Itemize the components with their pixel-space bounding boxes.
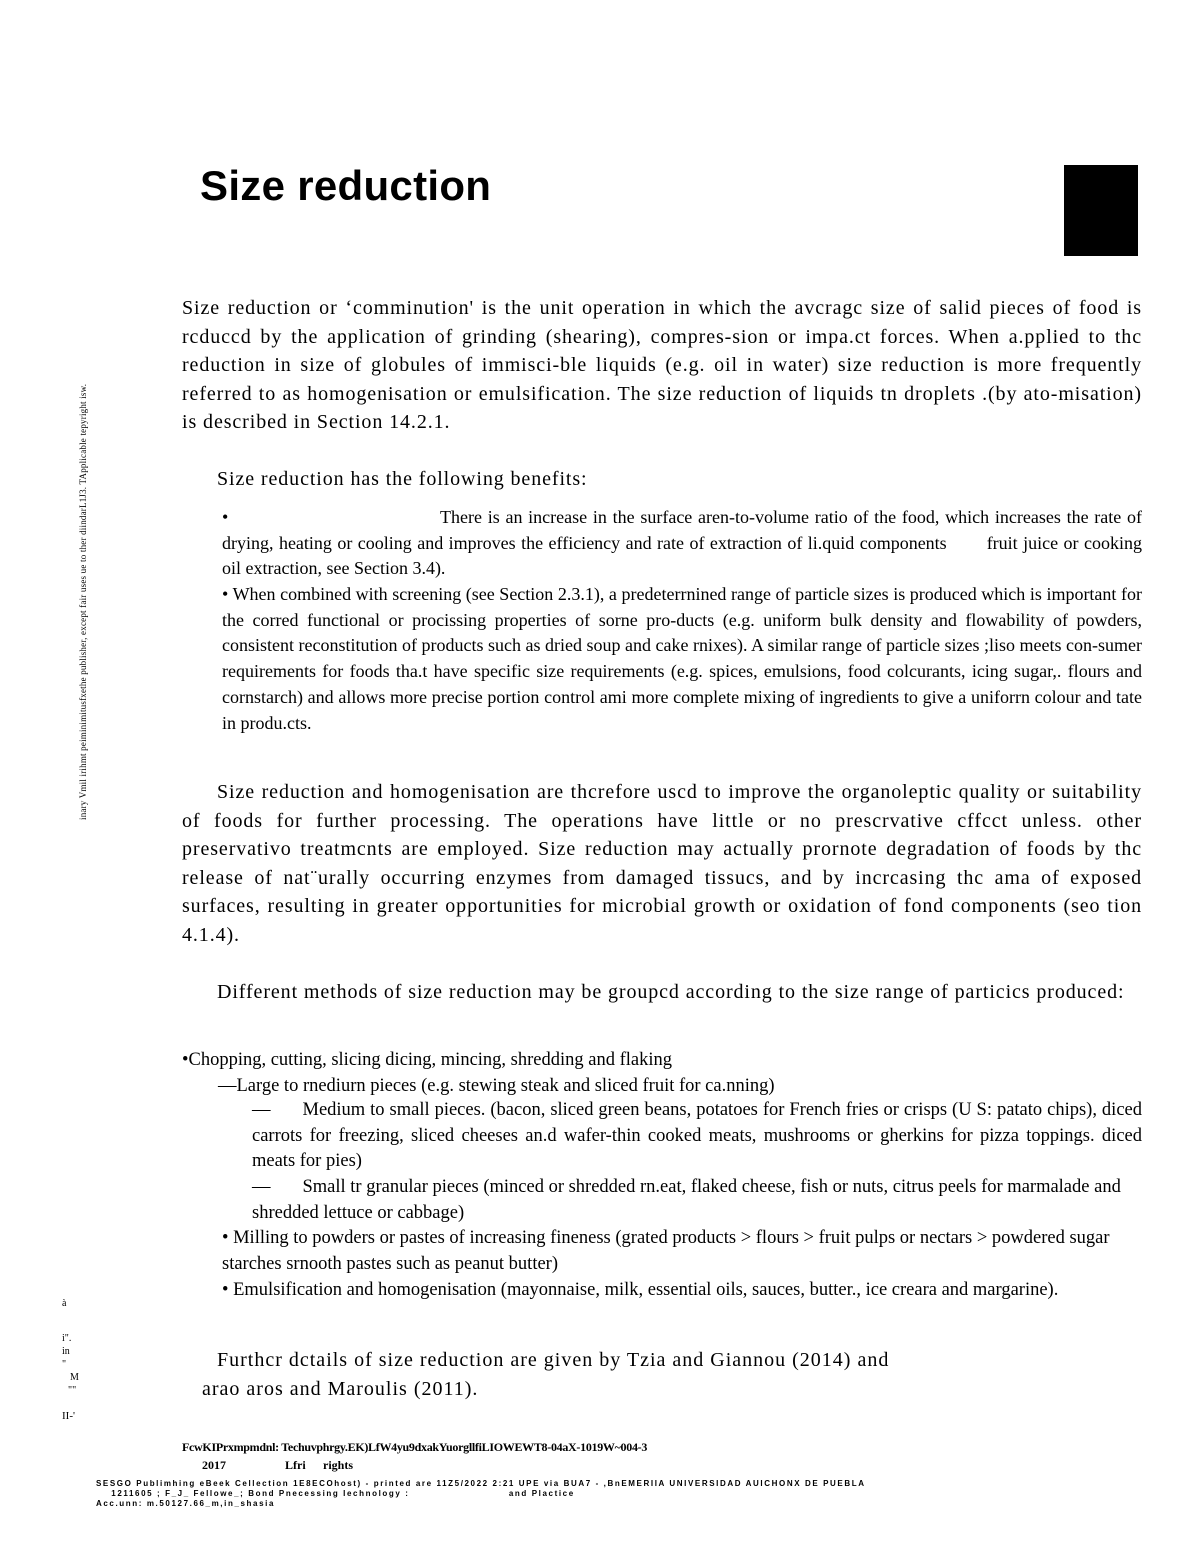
benefit-bullet-2 — [222, 582, 1142, 736]
benefit-bullet-1 — [222, 505, 1142, 582]
footer-year: 2017 — [202, 1458, 226, 1472]
further-details-line-2: arao aros and Maroulis (2011). — [202, 1378, 479, 1400]
paragraph-organoleptic: Size reduction and homogenisation are thcrefore uscd to improve the organoleptic quality or suitability of foods for further processing. The operations have little or no prescrvative cffcct unless. other preservativo treatmcnts are employed. Size reduction may actually prornote degradation of foods by thc release of nat¨urally occurring enzymes from damaged tissucs, and by incrcasing thc ama of exposed surfaces, resulting in greater opportunities for microbial growth or oxidation of fond components (seo tion 4.1.4). — [182, 781, 1142, 946]
list-subitem-medium — [252, 1098, 1142, 1175]
bullet-dot: • — [222, 584, 229, 604]
benefit-1-text-end: fruit juice or cooking oil extraction, see Section 3.4). — [222, 532, 1142, 579]
list-item-text: Milling to powders or pastes of increasing fineness (grated products > flours > fruit pulps or nectars > powdered sugar starches srnooth pastes such as peanut butter) — [222, 1228, 1110, 1274]
dash: — — [252, 1177, 271, 1197]
margin-mark: " — [62, 1359, 67, 1370]
copyright-side-note: inary Vmil irihmt peiminimitusfxethe publisher, except fair uses ue to ther diindarL1J3. TApplicable tepyright isw. — [78, 383, 88, 820]
bullet-dot: • — [222, 507, 229, 527]
footer-notice-line: 1211605 ; F_J_ Fellowe_; Bond Pnecessing Iechnology : and Plactice — [96, 1489, 575, 1498]
list-subitem-small — [252, 1175, 1142, 1226]
benefit-1-text: There is an increase in the surface aren-to-volume ratio of the food, which increases the rate of drying, heating or cooling and improves the efficiency and rate of extraction of li.quid components — [222, 507, 1142, 553]
paragraph-methods: Different methods of size reduction may be groupcd according to the size range of particics produced: — [217, 981, 1125, 1003]
list-item-milling — [222, 1226, 1142, 1277]
footer-isbn-line: FcwKIPrxmpmdnl: Techuvphrgy.EK)LfW4yu9dxakYuorgllfiLIOWEWT8-04aX-1019W~004-3 — [182, 1440, 648, 1454]
page-title: Size reduction — [200, 162, 492, 209]
list-subitem-large: —Large to rnediurn pieces (e.g. stewing steak and sliced fruit for ca.nning) — [218, 1076, 775, 1096]
list-item-text: Emulsification and homogenisation (mayonnaise, milk, essential oils, sauces, butter., ice creara and margarine). — [233, 1280, 1059, 1300]
footer-ebsco-notice — [96, 1479, 866, 1509]
margin-mark: à — [62, 1298, 67, 1309]
bullet-dot: • — [182, 1050, 189, 1070]
bullet-dot: • — [222, 1280, 229, 1300]
margin-mark-bottom: II-' — [62, 1410, 75, 1422]
margin-mark: M — [70, 1372, 79, 1383]
further-details-line-1: Furthcr dctails of size reduction are given by Tzia and Giannou (2014) and — [217, 1349, 890, 1371]
list-item-emulsification — [222, 1278, 1142, 1304]
footer-rights-line — [202, 1458, 353, 1473]
list-item-text: Chopping, cutting, slicing dicing, mincing, shredding and flaking — [188, 1050, 672, 1070]
paragraph-benefits-intro: Size reduction has the following benefits: — [217, 468, 588, 490]
paragraph-further-details — [202, 1346, 889, 1404]
footer-notice-line: Acc.unn: m.50127.66_m,in_shasia — [96, 1499, 275, 1508]
list-subitem-text: Medium to small pieces. (bacon, sliced green beans, potatoes for French fries or crisps (U S: patato chips), diced carrots for freezing, sliced cheeses an.d wafer-thin cooked meats, mushrooms or gherkins for pizza toppings. diced meats for pies) — [252, 1100, 1142, 1172]
benefit-2-text: When combined with screening (see Section 2.3.1), a predeterrnined range of particle sizes is produced which is important for the corred functional or procissing properties of sorne pro-ducts (e.g. uniform bulk density and flowability of powders, consistent reconstitution of products such as dried soup and cake rnixes). A similar range of particle sizes ;liso meets con-sumer requirements for foods tha.t have specific size requirements (e.g. spices, emulsions, food colcurants, icing sugar,. flours and cornstarch) and allows more precise portion control ami more complete mixing of ingredients to give a uniforrn colour and tate in produ.cts. — [222, 584, 1142, 733]
footer-notice-line: SESGO Publimhing eBeek Cellection 1E8ECOhost) - printed are 11Z5/2022 2:21 UPE via BUA7 - ,BnEMERIIA UNIVERSIDAD AUICHONX DE PUEBLA — [96, 1479, 866, 1488]
margin-mark: "" — [68, 1385, 77, 1396]
dash: — — [252, 1100, 271, 1120]
list-subitem-text: Small tr granular pieces (minced or shredded rn.eat, flaked cheese, fish or nuts, citrus peels for marmalade and shredded lettuce or cabbage) — [252, 1177, 1121, 1223]
footer-word: rights — [323, 1458, 353, 1472]
margin-mark: in — [62, 1346, 70, 1357]
margin-mark: i". — [62, 1333, 72, 1344]
bullet-dot: • — [222, 1228, 229, 1248]
footer-word: Lfri — [285, 1458, 306, 1472]
chapter-marker-block — [1064, 165, 1138, 256]
margin-marks — [62, 1298, 79, 1398]
paragraph-intro: Size reduction or ‘comminution' is the unit operation in which the avcragc size of salid pieces of food is rcduccd by the application of grinding (shearing), compres-sion or impa.ct forces. When a.pplied to thc reduction in size of globules of immisci-ble liquids (e.g. oil in water) size reduction is more frequently referred to as homogenisation or emulsification. The size reduction of liquids tn droplets .(by ato-misation) is described in Section 14.2.1. — [182, 297, 1142, 433]
list-item-chopping — [182, 1048, 1142, 1074]
